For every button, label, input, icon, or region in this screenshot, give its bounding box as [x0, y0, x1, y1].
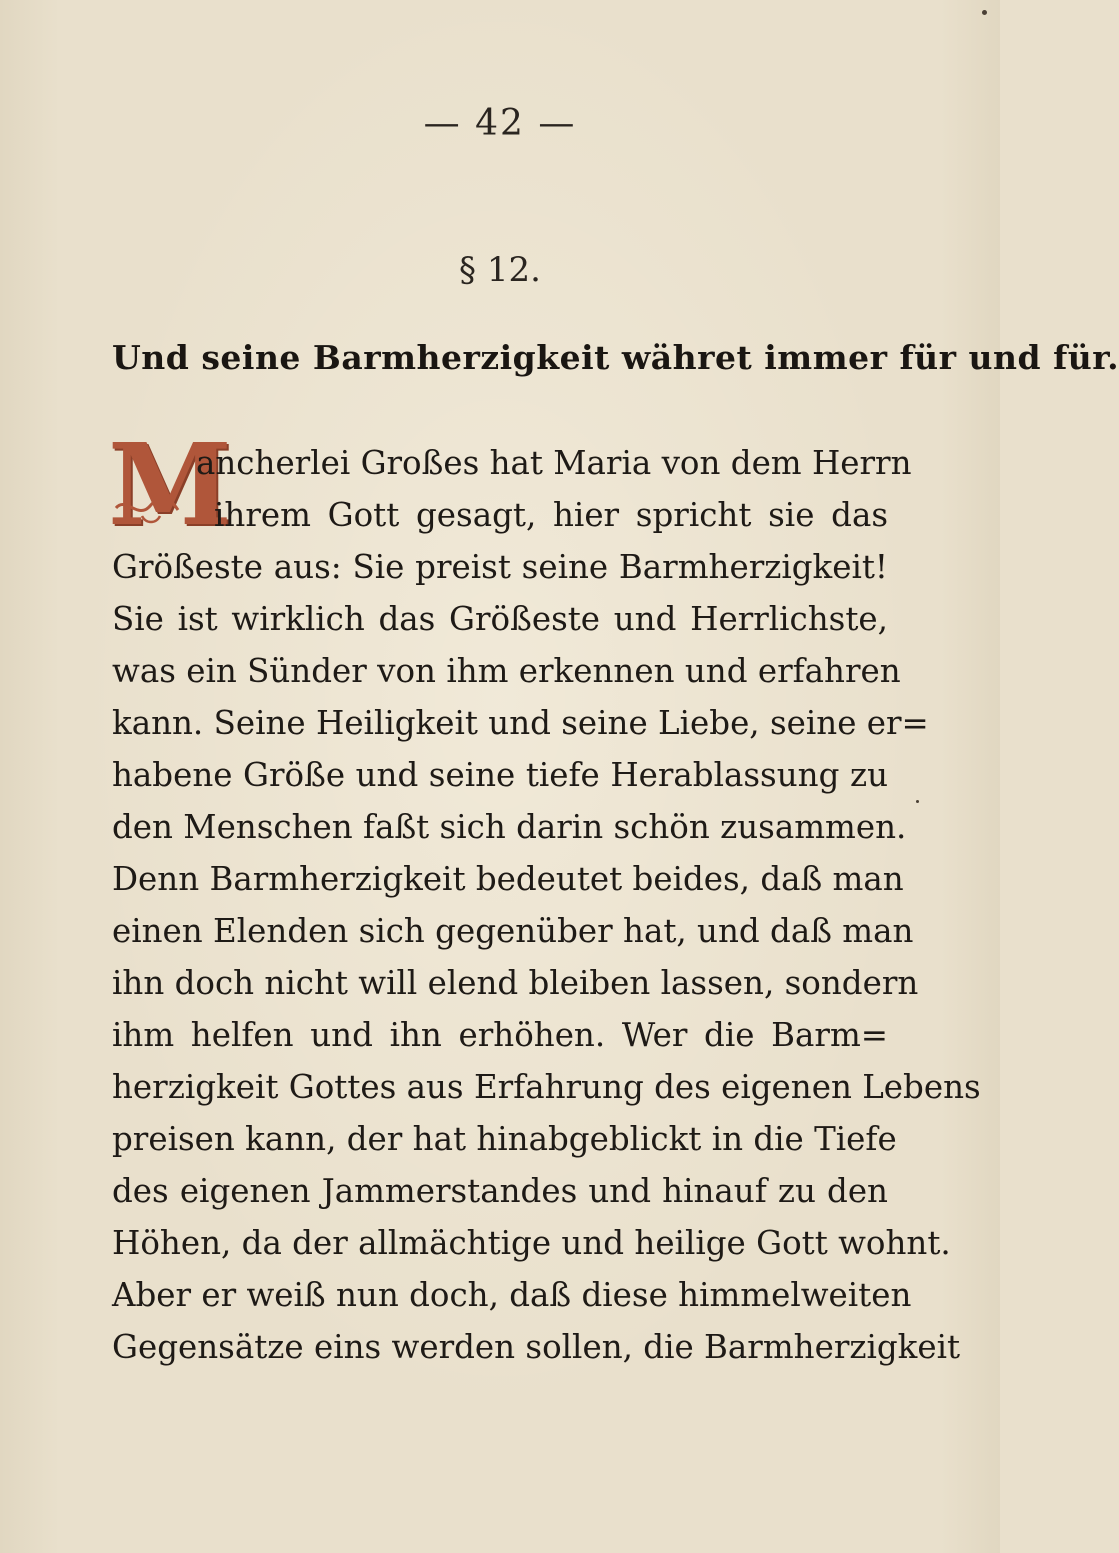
paper-speck	[982, 10, 987, 15]
text-line: den Menschen faßt sich darin schön zusammen.	[112, 808, 907, 846]
section-number: § 12.	[459, 250, 541, 290]
text-line: ihrem Gott gesagt, hier spricht sie das	[214, 496, 888, 534]
page-number: — 42 —	[423, 103, 577, 144]
text-line: Sie ist wirklich das Größeste und Herrlichste,	[112, 600, 888, 638]
text-line: Denn Barmherzigkeit bedeutet beides, daß man	[112, 860, 904, 898]
text-line: herzigkeit Gottes aus Erfahrung des eigenen Lebens	[112, 1068, 981, 1106]
drop-cap-initial: M	[108, 420, 232, 551]
text-line: einen Elenden sich gegenüber hat, und daß man	[112, 912, 914, 950]
text-line: Größeste aus: Sie preist seine Barmherzigkeit!	[112, 548, 888, 586]
text-line: habene Größe und seine tiefe Herablassung zu	[112, 756, 888, 794]
text-line: ihn doch nicht will elend bleiben lassen, sondern	[112, 964, 919, 1002]
text-line: ihm helfen und ihn erhöhen. Wer die Barm=	[112, 1016, 888, 1054]
text-line: ancherlei Großes hat Maria von dem Herrn	[196, 444, 912, 482]
text-line: des eigenen Jammerstandes und hinauf zu den	[112, 1172, 888, 1210]
text-line: Aber er weiß nun doch, daß diese himmelweiten	[112, 1276, 912, 1314]
text-line: Höhen, da der allmächtige und heilige Gott wohnt.	[112, 1224, 951, 1262]
section-heading: Und seine Barmherzigkeit währet immer für und für.	[112, 338, 1119, 377]
drop-cap-flourish-icon	[112, 490, 182, 530]
text-line: Gegensätze eins werden sollen, die Barmherzigkeit	[112, 1328, 961, 1366]
text-line: preisen kann, der hat hinabgeblickt in die Tiefe	[112, 1120, 897, 1158]
paper-speck	[916, 800, 919, 803]
text-line: kann. Seine Heiligkeit und seine Liebe, seine er=	[112, 704, 929, 742]
text-line: was ein Sünder von ihm erkennen und erfahren	[112, 652, 901, 690]
